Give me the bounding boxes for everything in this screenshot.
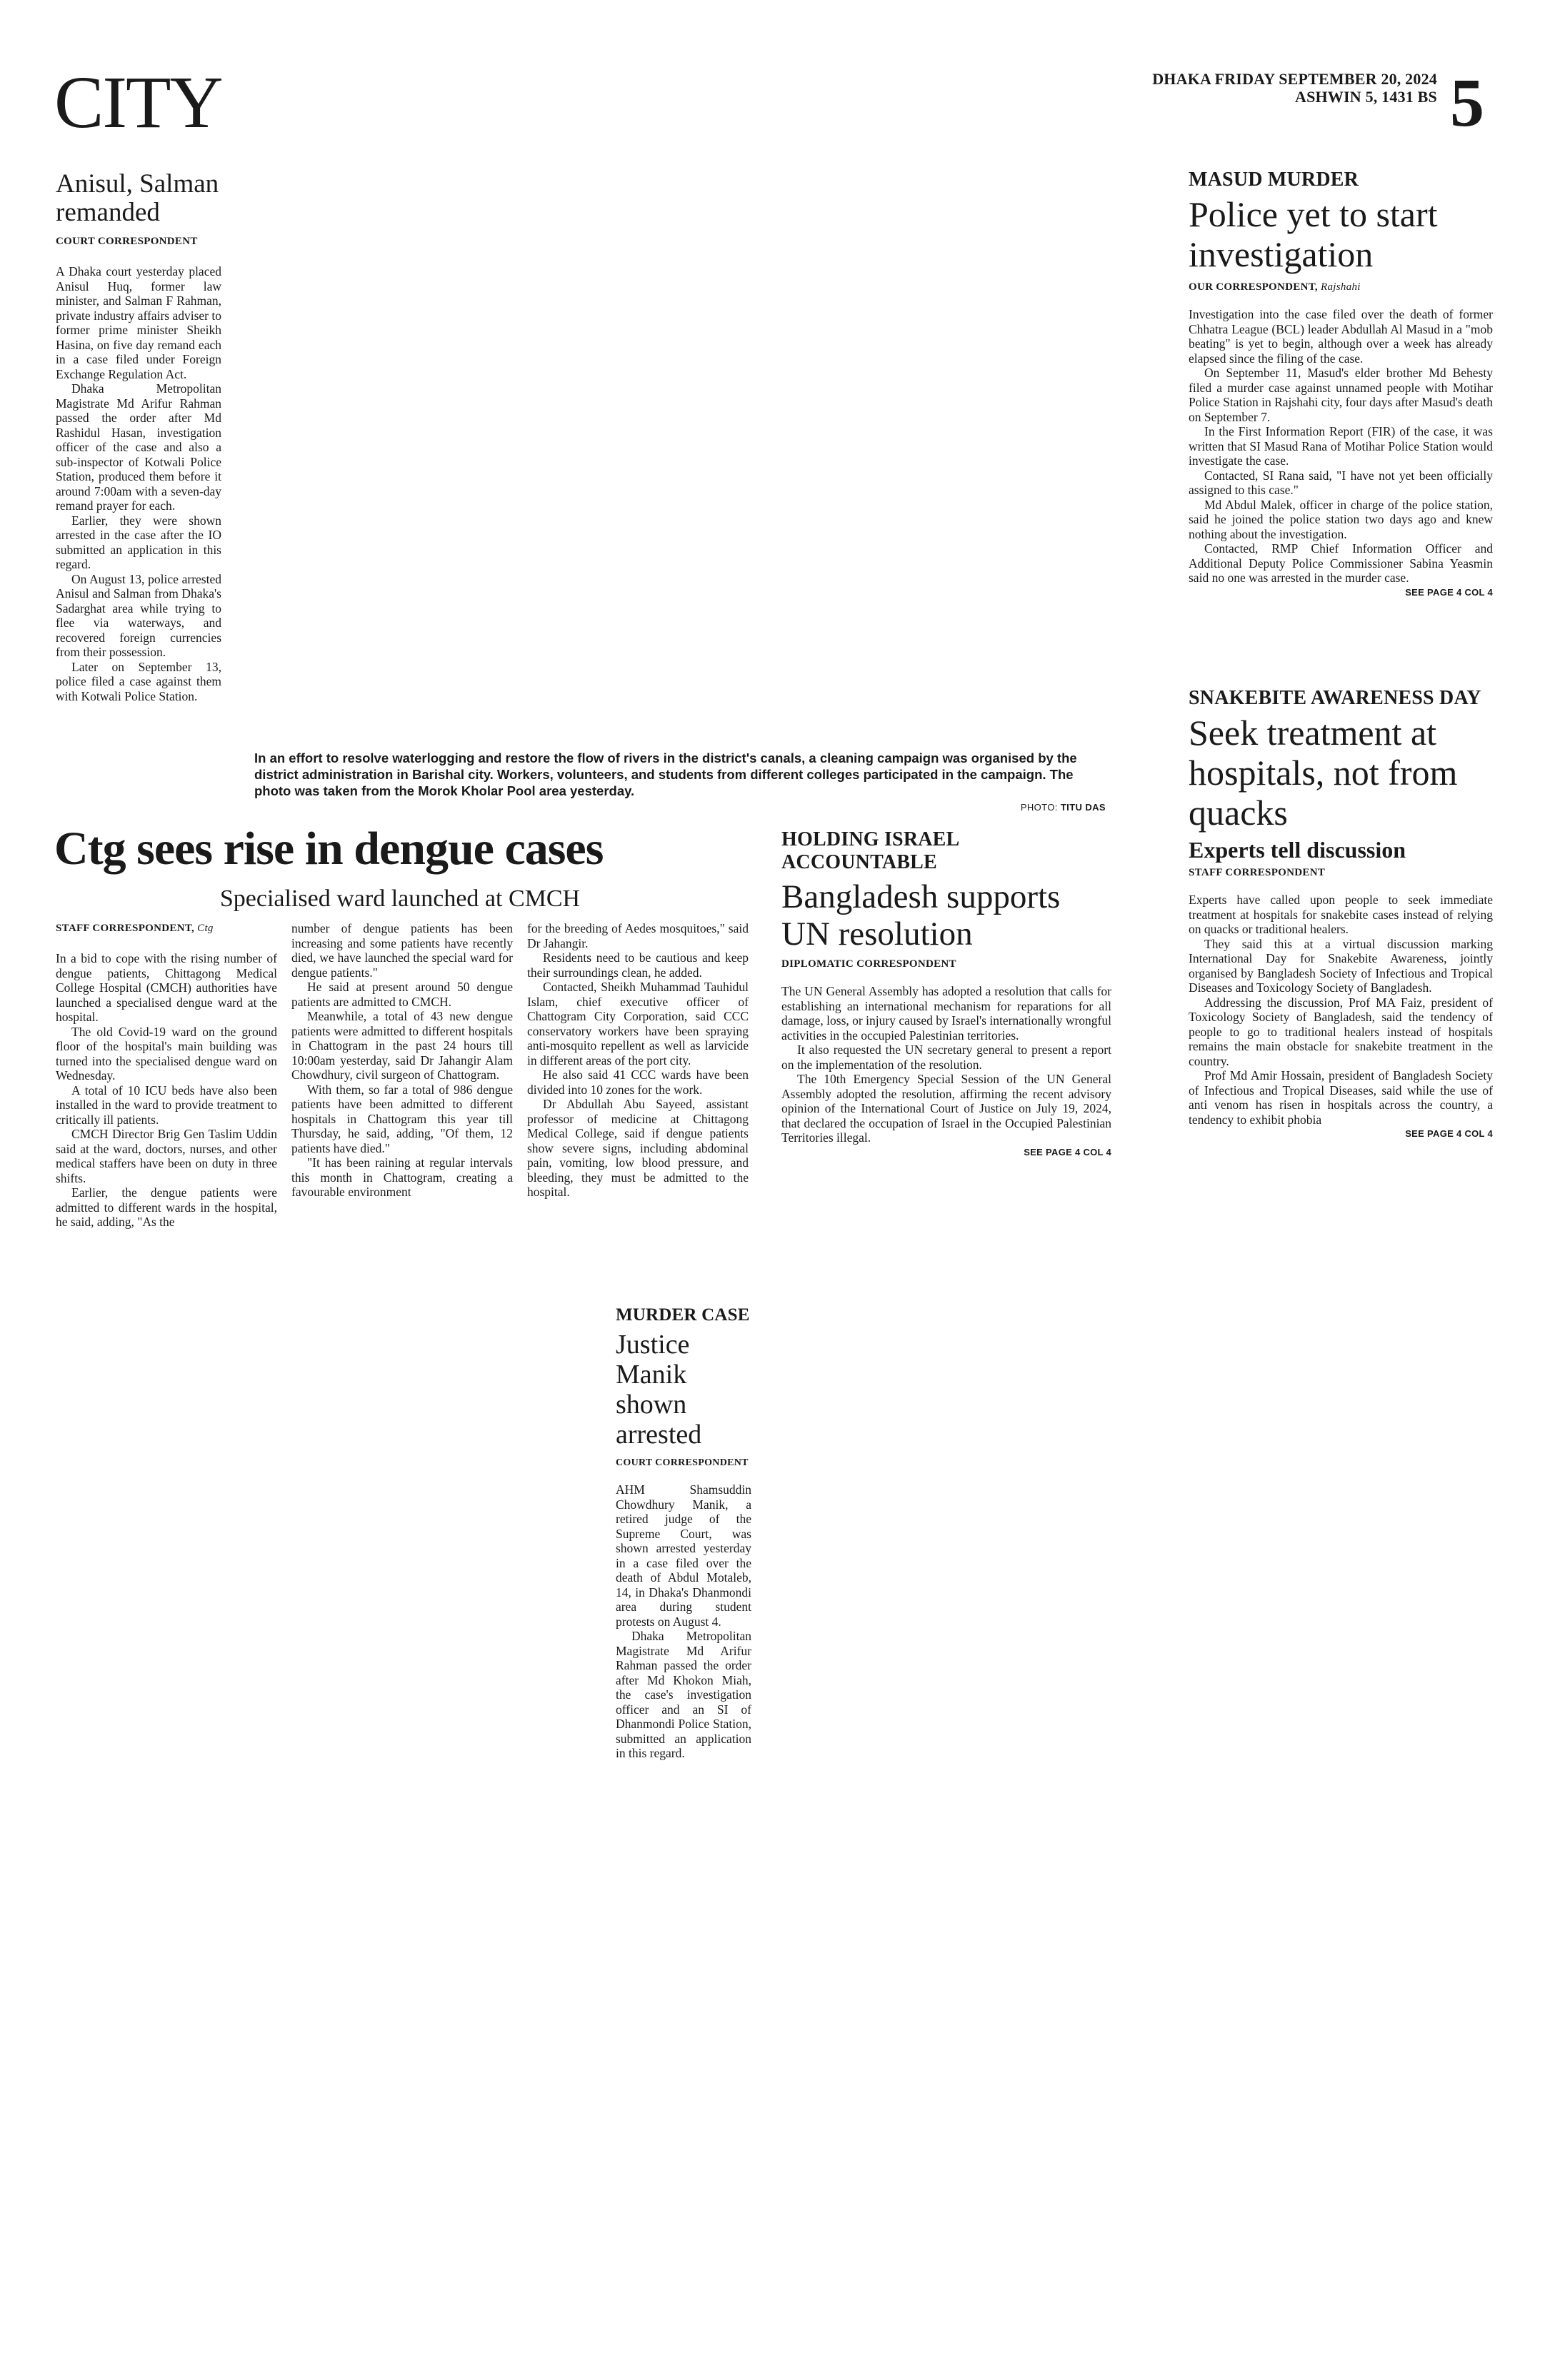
paragraph: With them, so far a total of 986 dengue patients have been admitted to different hospitals in Chattogram this year till Thursday, he said, adding, "Of them, 12 patients have died." xyxy=(291,1082,513,1155)
paragraph: A Dhaka court yesterday placed Anisul Huq, former law minister, and Salman F Rahman, private industry affairs adviser to former prime minister Sheikh Hasina, on five day remand each in a case filed under Foreign Exchange Regulation Act. xyxy=(56,264,221,381)
paragraph: AHM Shamsuddin Chowdhury Manik, a retired judge of the Supreme Court, was shown arrested yesterday in a case filed over the death of Abdul Motaleb, 14, in Dhaka's Dhanmondi area during student protests on August 4. xyxy=(616,1482,751,1629)
photographer-name: TITU DAS xyxy=(1060,802,1106,813)
paragraph: Dhaka Metropolitan Magistrate Md Arifur Rahman passed the order after Md Rashidul Hasan, investigation officer of the case and also a sub-inspector of Kotwali Police Station, produced them before it around 7:00am with a seven-day remand prayer for each. xyxy=(56,381,221,513)
byline-name: STAFF CORRESPONDENT, xyxy=(56,923,195,934)
paragraph: Dr Abdullah Abu Sayeed, assistant professor of medicine at Chittagong Medical College, said if dengue patients show severe signs, including abdominal pain, vomiting, low blood pressure, and bleeding, they must be admitted to the hospital. xyxy=(527,1097,749,1199)
photo-credit-label: PHOTO: xyxy=(1020,802,1058,813)
story-israel-resolution xyxy=(781,828,1111,1158)
paragraph: On September 11, Masud's elder brother Md Behesty filed a murder case against unnamed people with Motihar Police Station in Rajshahi city, four days after Masud's death on September 7. xyxy=(1189,366,1493,424)
story-body xyxy=(781,984,1111,1145)
subheadline: Experts tell discussion xyxy=(1189,837,1406,863)
paragraph: A total of 10 ICU beds have also been installed in the ward to provide treatment to critically ill patients. xyxy=(56,1083,277,1127)
story-body xyxy=(1189,307,1493,586)
paragraph: Contacted, Sheikh Muhammad Tauhidul Islam, chief executive officer of Chattogram City Corporation, said CCC conservatory workers have been spraying anti-mosquito repellent as well as larvicide in different areas of the port city. xyxy=(527,980,749,1068)
headline: Seek treatment at hospitals, not from quacks xyxy=(1189,713,1458,833)
story-anisul-salman xyxy=(56,170,221,703)
kicker: MURDER CASE xyxy=(616,1305,750,1325)
story-body xyxy=(1189,893,1493,1127)
dengue-column-2 xyxy=(291,921,513,1200)
continued-note[interactable]: SEE PAGE 4 COL 4 xyxy=(1405,586,1493,598)
paragraph: In a bid to cope with the rising number of dengue patients, Chittagong Medical College Hospital (CMCH) authorities have launched a specialised dengue ward at the hospital. xyxy=(56,951,277,1024)
paragraph: for the breeding of Aedes mosquitoes," said Dr Jahangir. xyxy=(527,921,749,950)
paragraph: Md Abdul Malek, officer in charge of the police station, said he joined the police station two days ago and knew nothing about the investigation. xyxy=(1189,497,1493,541)
paragraph: Dhaka Metropolitan Magistrate Md Arifur Rahman passed the order after Md Khokon Miah, the case's investigation officer and an SI of Dhanmondi Police Station, submitted an application in this regard. xyxy=(616,1629,751,1760)
dateline-date: DHAKA FRIDAY SEPTEMBER 20, 2024 xyxy=(1152,70,1437,88)
dateline-bangla-date: ASHWIN 5, 1431 BS xyxy=(1295,88,1437,106)
kicker: HOLDING ISRAEL ACCOUNTABLE xyxy=(781,828,959,873)
headline: Bangladesh supports UN resolution xyxy=(781,878,1061,953)
headline: Justice Manik shown arrested xyxy=(616,1330,702,1450)
paragraph: The UN General Assembly has adopted a resolution that calls for establishing an international mechanism for reparations for all damage, loss, or injury caused by Israel's internationally wrongful activities in the occupied Palestinian territories. xyxy=(781,984,1111,1043)
paragraph: Later on September 13, police filed a case against them with Kotwali Police Station. xyxy=(56,659,221,703)
story-body xyxy=(616,1482,751,1761)
paragraph: "It has been raining at regular intervals this month in Chattogram, creating a favourable environment xyxy=(291,1155,513,1199)
byline-name: OUR CORRESPONDENT, xyxy=(1189,281,1318,293)
paragraph: The 10th Emergency Special Session of the UN General Assembly adopted the resolution, affirming the recent advisory opinion of the International Court of Justice on July 19, 2024, that declared the occupation of Israel in the Occupied Palestinian Territories illegal. xyxy=(781,1072,1111,1145)
photo-caption: In an effort to resolve waterlogging and restore the flow of rivers in the district's canals, a cleaning campaign was organised by the district administration in Barishal city. Workers, volunteers, and students from different colleges participated in the campaign. The photo was taken from the Morok Kholar Pool area yesterday. xyxy=(254,750,1077,798)
paragraph: number of dengue patients has been increasing and some patients have recently died, we have launched the special ward for dengue patients." xyxy=(291,921,513,980)
dengue-column-1 xyxy=(56,951,277,1230)
story-snakebite xyxy=(1189,687,1493,1139)
paragraph: Earlier, they were shown arrested in the case after the IO submitted an application in this regard. xyxy=(56,513,221,571)
dengue-byline xyxy=(56,921,214,935)
story-justice-manik xyxy=(616,1304,751,1761)
photo-credit xyxy=(254,802,1106,813)
byline: COURT CORRESPONDENT xyxy=(616,1457,749,1468)
dengue-column-3 xyxy=(527,921,749,1200)
paragraph: Investigation into the case filed over the death of former Chhatra League (BCL) leader Abdullah Al Masud in a "mob beating" is yet to begin, although over a week has already elapsed since the filing of the case. xyxy=(1189,307,1493,366)
paragraph: On August 13, police arrested Anisul and Salman from Dhaka's Sadarghat area while trying to flee via waterways, and recovered foreign currencies from their possession. xyxy=(56,571,221,659)
byline-place: Rajshahi xyxy=(1321,281,1361,293)
dengue-subheadline: Specialised ward launched at CMCH xyxy=(219,885,581,912)
paragraph: Contacted, RMP Chief Information Officer and Additional Deputy Police Commissioner Sabina Yeasmin said no one was arrested in the murder case. xyxy=(1189,541,1493,585)
headline: Anisul, Salman remanded xyxy=(56,169,219,227)
paragraph: Contacted, SI Rana said, "I have not yet been officially assigned to this case." xyxy=(1189,468,1493,497)
photo-caption-block xyxy=(254,750,1106,813)
story-masud-murder xyxy=(1189,169,1493,598)
section-name: CITY xyxy=(54,61,222,144)
paragraph: Residents need to be cautious and keep their surroundings clean, he added. xyxy=(527,950,749,980)
paragraph: In the First Information Report (FIR) of the case, it was written that SI Masud Rana of Motihar Police Station would investigate the case. xyxy=(1189,424,1493,468)
paragraph: It also requested the UN secretary general to present a report on the implementation of the resolution. xyxy=(781,1043,1111,1072)
continued-note[interactable]: SEE PAGE 4 COL 4 xyxy=(1024,1146,1111,1158)
dengue-headline: Ctg sees rise in dengue cases xyxy=(54,823,604,875)
byline xyxy=(1189,280,1493,294)
page-number: 5 xyxy=(1450,64,1484,141)
byline: STAFF CORRESPONDENT xyxy=(1189,867,1326,878)
paragraph: He also said 41 CCC wards have been divided into 10 zones for the work. xyxy=(527,1068,749,1097)
continued-note[interactable]: SEE PAGE 4 COL 4 xyxy=(1405,1128,1493,1139)
kicker: MASUD MURDER xyxy=(1189,169,1359,191)
headline: Police yet to start investigation xyxy=(1189,194,1438,274)
paragraph: Meanwhile, a total of 43 new dengue patients were admitted to different hospitals in Chattogram in the past 24 hours till 10:00am yesterday, said Dr Jahangir Alam Chowdhury, civil surgeon of Chattogram. xyxy=(291,1009,513,1082)
byline-place: Ctg xyxy=(197,923,214,934)
story-body xyxy=(56,264,221,703)
byline: COURT CORRESPONDENT xyxy=(56,236,198,247)
paragraph: Earlier, the dengue patients were admitted to different wards in the hospital, he said, adding, "As the xyxy=(56,1185,277,1229)
paragraph: He said at present around 50 dengue patients are admitted to CMCH. xyxy=(291,980,513,1009)
dateline xyxy=(1029,70,1437,106)
byline: DIPLOMATIC CORRESPONDENT xyxy=(781,958,956,970)
paragraph: The old Covid-19 ward on the ground floor of the hospital's main building was turned into the specialised dengue ward on Wednesday. xyxy=(56,1024,277,1083)
paragraph: Experts have called upon people to seek immediate treatment at hospitals for snakebite cases instead of relying on quacks or traditional healers. xyxy=(1189,893,1493,936)
paragraph: Addressing the discussion, Prof MA Faiz, president of Toxicology Society of Bangladesh, said the tendency of people to go to traditional healers instead of hospitals remains the main obstacle for snakebite treatment in the country. xyxy=(1189,995,1493,1068)
paragraph: They said this at a virtual discussion marking International Day for Snakebite Awareness, jointly organised by Bangladesh Society of Infectious and Tropical Diseases and Toxicology Society of Bangladesh. xyxy=(1189,936,1493,995)
paragraph: CMCH Director Brig Gen Taslim Uddin said at the ward, doctors, nurses, and other medical staffers have been on duty in three shifts. xyxy=(56,1127,277,1185)
paragraph: Prof Md Amir Hossain, president of Bangladesh Society of Infectious and Tropical Diseases, said while the use of anti venom has risen in hospitals across the country, a tendency to exhibit phobia xyxy=(1189,1068,1493,1127)
kicker: SNAKEBITE AWARENESS DAY xyxy=(1189,687,1481,709)
